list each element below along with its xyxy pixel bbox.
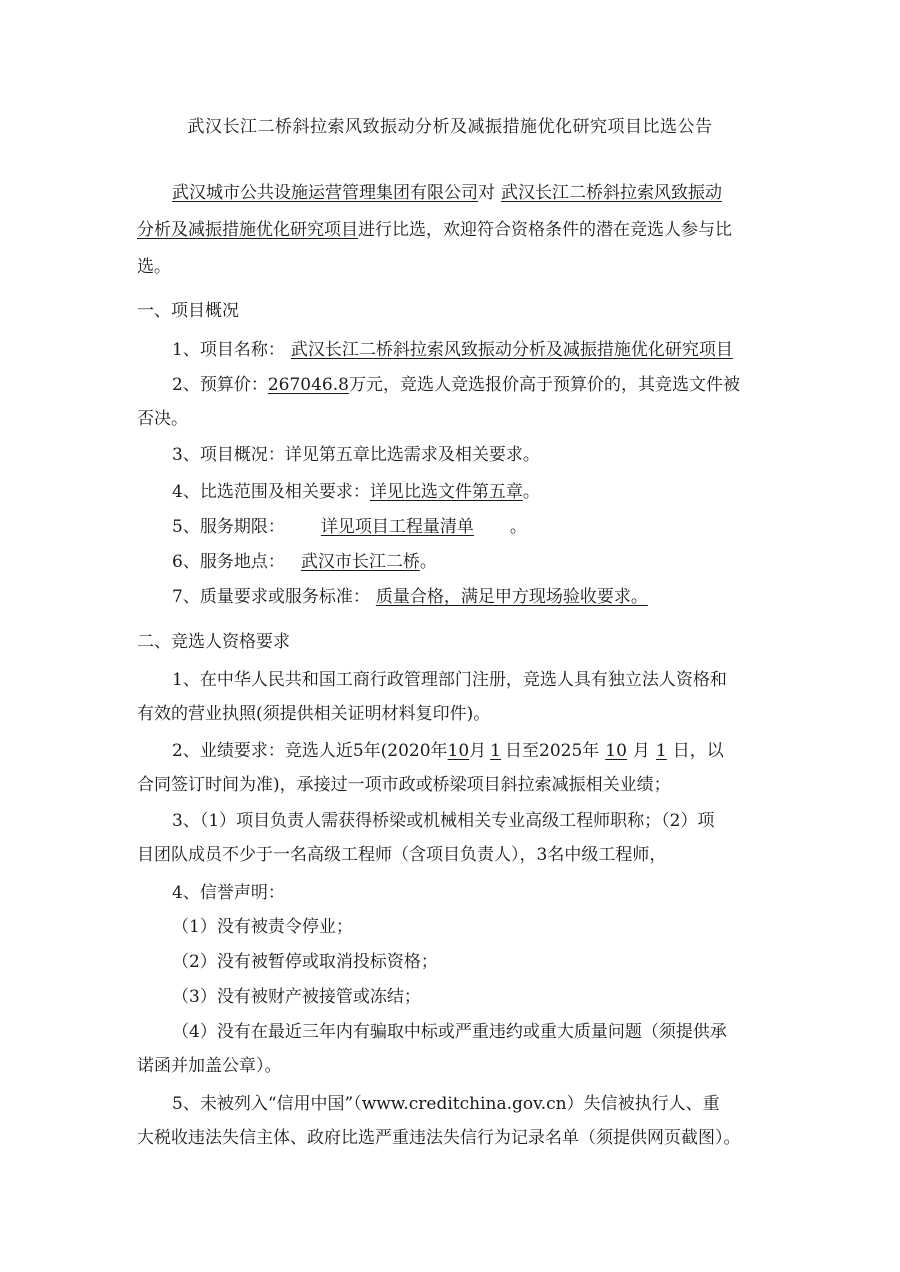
intro-org: 武汉城市公共设施运营管理集团有限公司	[172, 183, 478, 203]
overview-row: 3、项目概况：详见第五章比选需求及相关要求。	[172, 445, 540, 465]
budget-value: 267046.8	[267, 375, 349, 395]
intro-line-2: 分析及减振措施优化研究项目进行比选，欢迎符合资格条件的潜在竞选人参与比	[137, 220, 732, 240]
budget-row-2: 否决。	[137, 409, 188, 429]
intro-project-name: 武汉长江二桥斜拉索风致振动	[501, 183, 722, 203]
qual-1-line-1: 1、在中华人民共和国工商行政管理部门注册，竞选人具有独立法人资格和	[172, 670, 727, 690]
section2-heading: 二、竞选人资格要求	[137, 632, 290, 652]
section1-heading: 一、项目概况	[137, 301, 239, 321]
quality-row: 7、质量要求或服务标准： 质量合格，满足甲方现场验收要求。	[172, 587, 648, 607]
qual-4-item-4-line-2: 诺函并加盖公章）。	[137, 1056, 282, 1076]
period-value: 详见项目工程量清单	[320, 517, 474, 537]
qual-3-line-2: 目团队成员不少于一名高级工程师（含项目负责人），3名中级工程师，	[137, 845, 667, 865]
quality-value: 质量合格，满足甲方现场验收要求。	[375, 587, 648, 607]
budget-row: 2、预算价：267046.8万元，竞选人竞选报价高于预算价的，其竞选文件被	[172, 375, 740, 395]
project-name-row: 1、项目名称： 武汉长江二桥斜拉索风致振动分析及减振措施优化研究项目	[172, 340, 733, 360]
qual-1-line-2: 有效的营业执照(须提供相关证明材料复印件)。	[137, 704, 491, 724]
qual-2-line-2: 合同签订时间为准)，承接过一项市政或桥梁项目斜拉索减振相关业绩；	[137, 775, 671, 795]
intro-line-3: 选。	[137, 257, 171, 277]
qual-2-line-1: 2、业绩要求：竞选人近5年(2020年10月 1 日至2025年 10 月 1 日，以	[172, 741, 724, 761]
qual-4-item-3: （3）没有被财产被接管或冻结；	[172, 987, 421, 1007]
qual-4-heading: 4、信誉声明：	[172, 883, 285, 903]
qual-4-item-2: （2）没有被暂停或取消投标资格；	[172, 952, 438, 972]
scope-row: 4、比选范围及相关要求：详见比选文件第五章。	[172, 482, 540, 502]
scope-value: 详见比选文件第五章	[369, 482, 523, 502]
qual-5-line-1: 5、未被列入“信用中国”（www.creditchina.gov.cn）失信被执行人、重	[172, 1094, 720, 1114]
period-row: 5、服务期限： 详见项目工程量清单 。	[172, 517, 527, 537]
document-title: 武汉长江二桥斜拉索风致振动分析及减振措施优化研究项目比选公告	[187, 117, 713, 137]
project-name-value: 武汉长江二桥斜拉索风致振动分析及减振措施优化研究项目	[290, 340, 733, 360]
intro-line-1: 武汉城市公共设施运营管理集团有限公司对 武汉长江二桥斜拉索风致振动	[172, 183, 722, 203]
location-row: 6、服务地点： 武汉市长江二桥。	[172, 552, 437, 572]
qual-3-line-1: 3、（1）项目负责人需获得桥梁或机械相关专业高级工程师职称；（2）项	[172, 811, 715, 831]
qual-4-item-4-line-1: （4）没有在最近三年内有骗取中标或严重违约或重大质量问题（须提供承	[172, 1022, 727, 1042]
location-value: 武汉市长江二桥	[300, 552, 420, 572]
qual-5-line-2: 大税收违法失信主体、政府比选严重违法失信行为记录名单（须提供网页截图）。	[137, 1128, 741, 1148]
qual-4-item-1: （1）没有被责令停业；	[172, 917, 353, 937]
